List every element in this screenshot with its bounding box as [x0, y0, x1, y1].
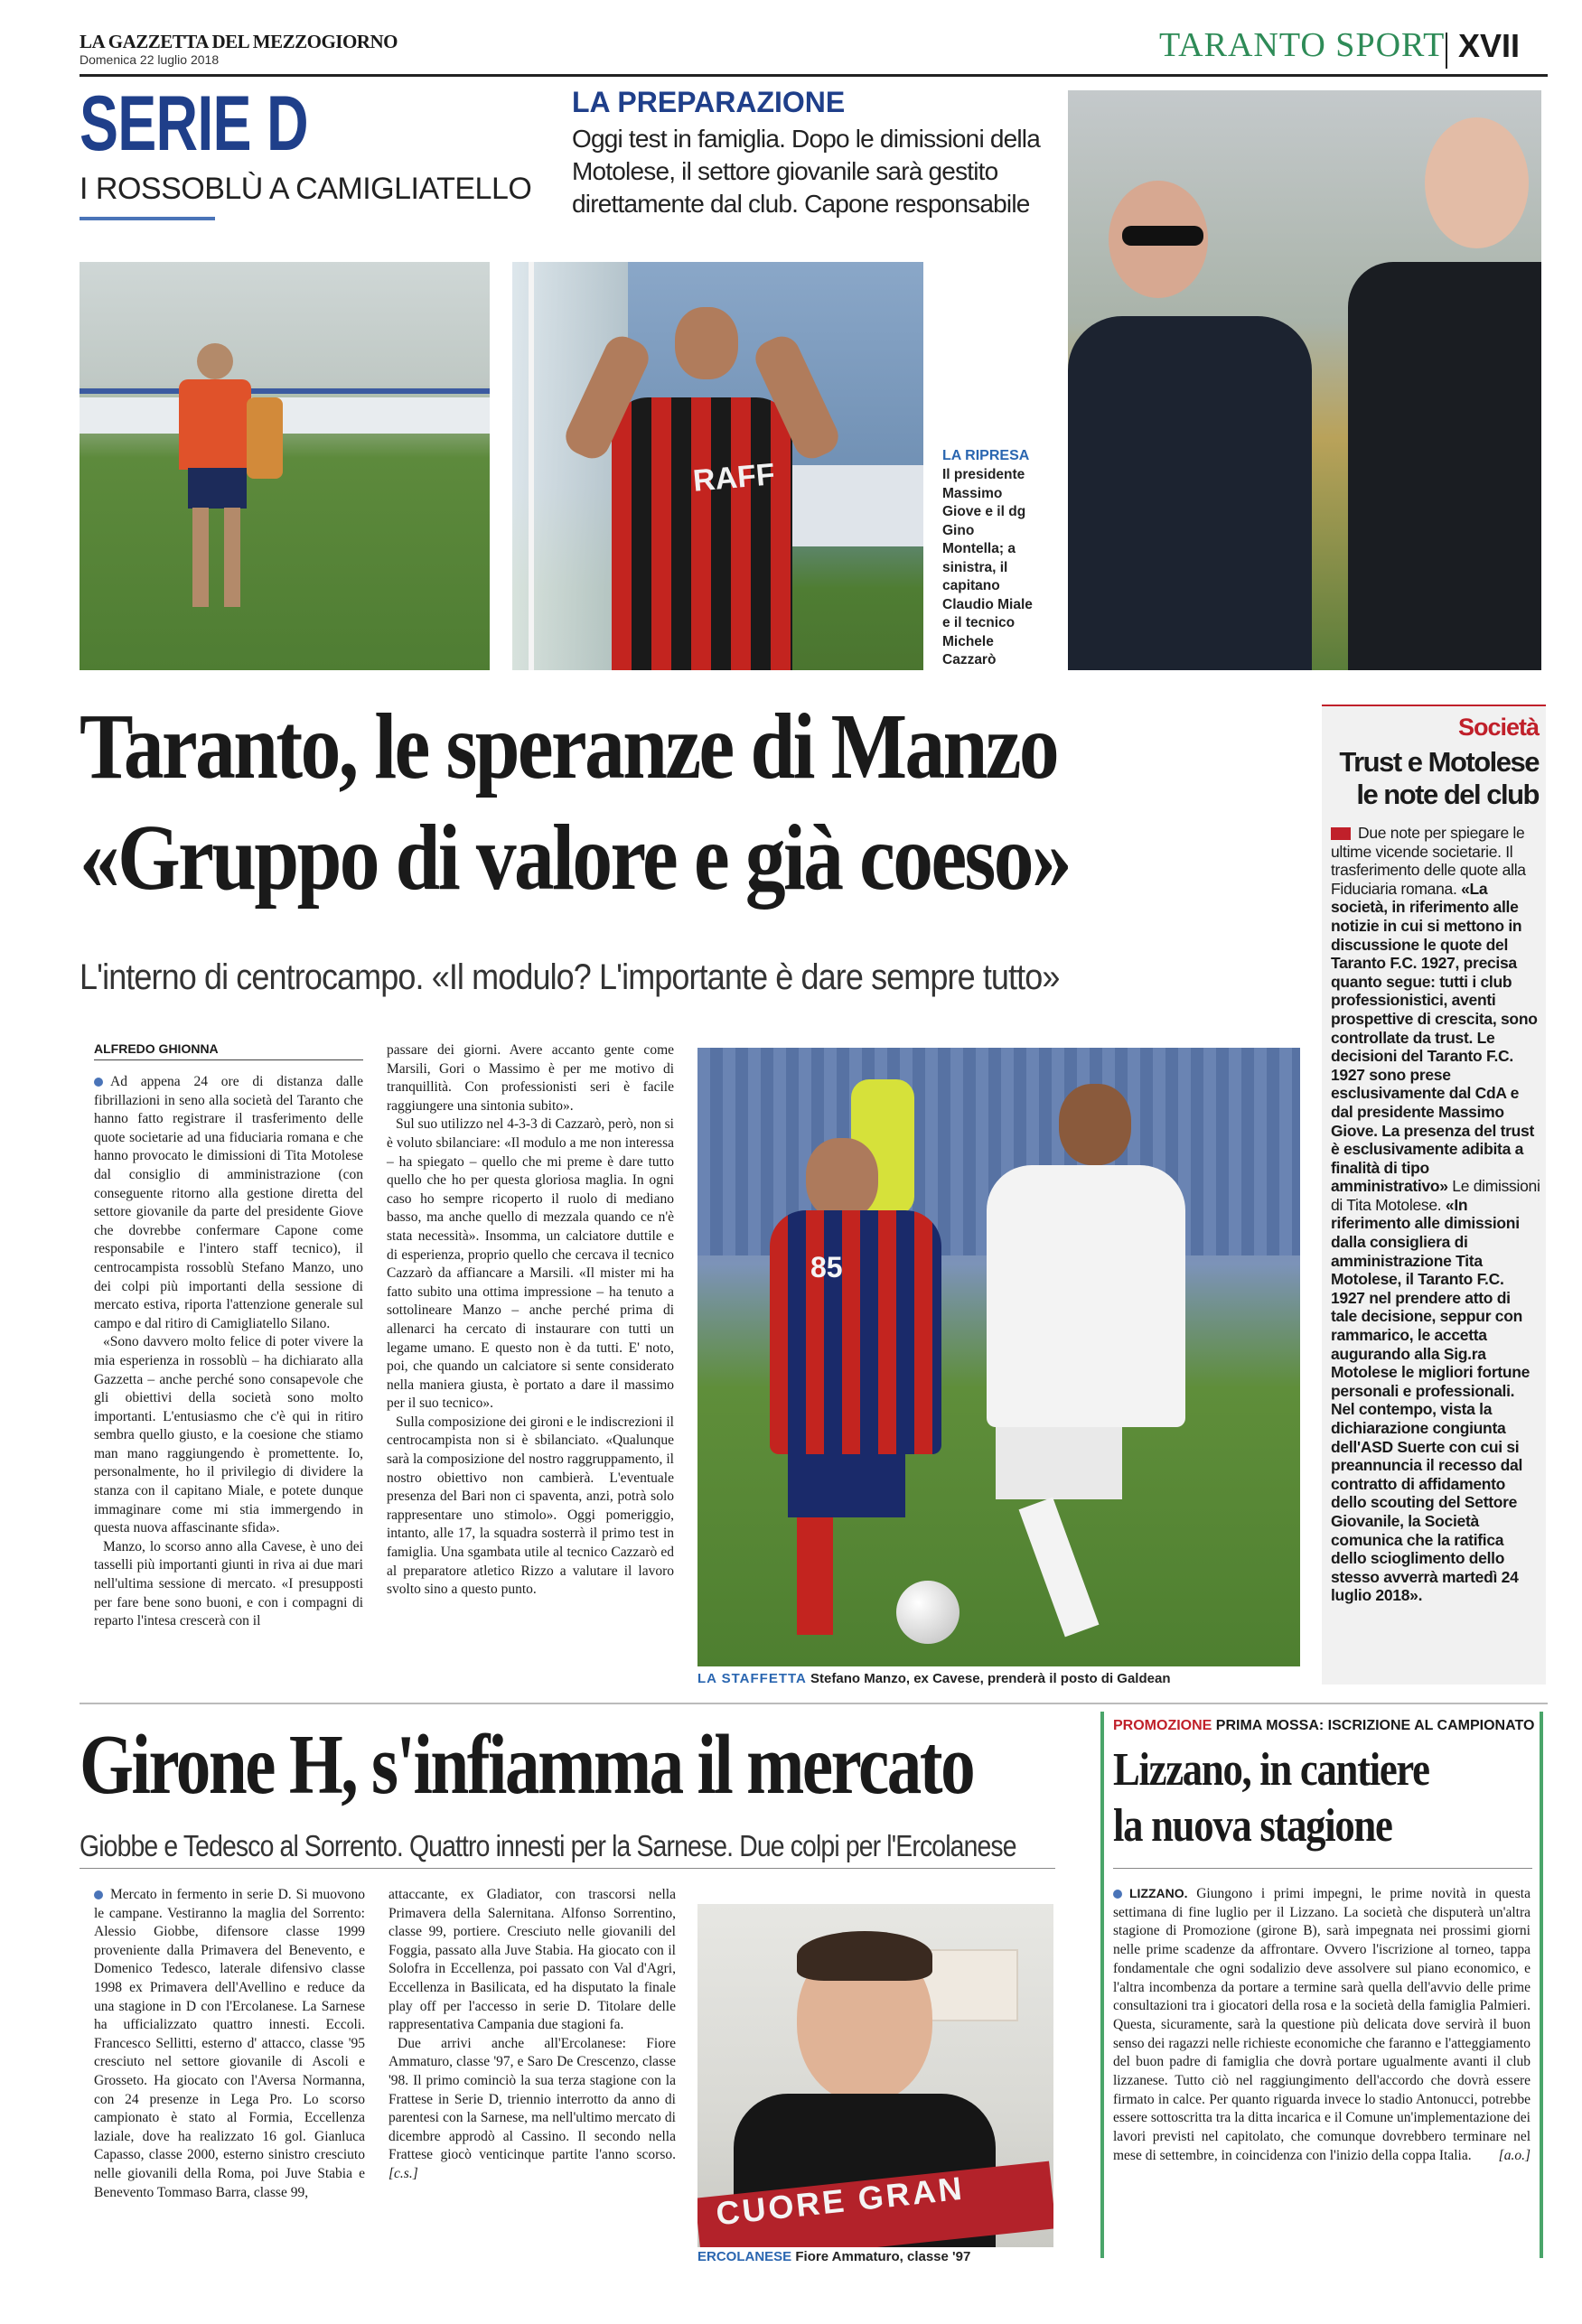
sidebar-quote: «In riferimento alle dimissioni dalla consigliera di amministrazione Tita Motolese, il Taranto F.C. 1927 nel prendere atto di tale decisione, seppur con rammarico, le accetta augurando alla Sig.ra Motolese le migliori fortune personali e professionali. Nel contempo, vista la dichiarazione congiunta dell'ASD Suerte con cui si preannuncia il recesso dal contratto di affidamento dello scouting del Settore Giovanile, la Società comunica che la ratifica dello scioglimento dello stesso avverrà martedì 24 luglio 2018».: [1331, 1195, 1531, 1605]
sidebar-text: [1331, 824, 1540, 1605]
caption-line: Michele: [942, 633, 994, 649]
byline-rule: [94, 1059, 363, 1060]
caption-text: Stefano Manzo, ex Cavese, prenderà il posto di Galdean: [810, 1671, 1171, 1686]
caption-line: Claudio Miale: [942, 596, 1033, 612]
lizzano-rule: [1113, 1868, 1532, 1869]
caption-line: Il presidente: [942, 467, 1025, 482]
article-paragraph: «Sono davvero molto felice di poter vivere la mia esperienza in rossoblù – ha dichiarato alla Gazzetta – anche perché sono consapevole che gli obiettivi della società sono molto importanti. L'entusiasmo che c'è qui in ritiro sembra quello giusto, e la coesione che stiamo man mano raggiungendo è promettente. Io, personalmente, ho il privilegio di dividere la stanza con il capitano Miale, e potete dunque immaginare come mi stia immergendo in questa nuova affascinante sfida».: [94, 1334, 363, 1536]
main-headline-line1: Taranto, le speranze di Manzo: [80, 695, 1058, 798]
red-square-icon: [1331, 827, 1351, 840]
article-column-2: [387, 1041, 674, 1600]
shirt-sponsor-text: RAFF: [691, 457, 777, 499]
masthead-divider: [1446, 33, 1447, 69]
article-paragraph: Mercato in fermento in serie D. Si muovono le campane. Vestiranno la maglia del Sorrento: Alessio Giobbe, difensore classe 1999 proveniente dalla Primavera del Benevento, e Domenico Tedesco, laterale difensivo classe 1998 ex Primavera dell'Avellino e reduce da una stagione in D con l'Ercolanese. La Sarnese ha ufficializzato quattro innesti. Eccoli. Francesco Sellitti, esterno d' attacco, classe '95 cresciuto nel settore giovanile di Ascoli e Grosseto. Ha giocato con l'Aversa Normanna, con 24 presenze in Lega Pro. Lo scorso campionato è stato al Formia, Eccellenza laziale, dove ha realizzato 16 gol. Gianluca Capasso, classe 2000, esterno sinistro cresciuto nelle giovanili della Roma, poi Juve Stabia e Benevento Tommaso Barra, classe 99,: [94, 1887, 365, 2200]
caption-text: Fiore Ammaturo, classe '97: [795, 2249, 971, 2264]
preparation-text: Oggi test in famiglia. Dopo le dimissioni della Motolese, il settore giovanile sarà gestito direttamente dal club. Capone responsabile: [572, 125, 1040, 218]
scarf-text: CUORE GRAN: [714, 2169, 967, 2233]
preparation-title: LA PREPARAZIONE: [572, 86, 846, 118]
page-number: XVII: [1458, 27, 1521, 64]
kicker-black: PRIMA MOSSA: ISCRIZIONE AL CAMPIONATO: [1215, 1718, 1535, 1733]
photo-captain: [512, 262, 923, 670]
photo-player-portrait: [697, 1904, 1053, 2247]
sidebar-title-line1: Trust e Motolese: [1339, 746, 1539, 778]
player-photo-caption: [697, 2249, 1053, 2264]
article-paragraph: attaccante, ex Gladiator, con trascorsi nella Primavera della Salernitana. Alfonso Sorrentino, classe 99, portiere. Cresciuto nelle giovanili del Foggia, passato alla Juve Stabia. Ha giocato con il Solofra in Eccellenza, poi passato con Val d'Agri, Eccellenza in Basilicata, ed ha disputato la finale play off per l'accesso in serie D. Titolare delle rappresentativa Campania due stagioni fa.: [388, 1887, 676, 2033]
caption-label: LA STAFFETTA: [697, 1671, 807, 1686]
sidebar-title-line2: le note del club: [1356, 779, 1539, 810]
sidebar-paragraph: Due note per spiegare le ultime vicende societarie. Il trasferimento delle quote alla Fiduciaria romana.: [1331, 824, 1526, 898]
lizzano-headline-line2: la nuova stagione: [1113, 1800, 1392, 1852]
caption-line: e il tecnico: [942, 615, 1016, 630]
article-paragraph: passare dei giorni. Avere accanto gente come Marsili, Gori o Massimo è per me motivo di tranquillità. Con professionisti seri è facile raggiungere una sintonia subito».: [387, 1042, 674, 1114]
section-subkicker: I ROSSOBLÙ A CAMIGLIATELLO: [80, 172, 532, 206]
article-paragraph: LIZZANO. Giungono i primi impegni, le prime novità in questa settimana di fine luglio per il Lizzano. La società che disputerà un'altra stagione di Promozione (girone B), sarà impegnata nei prossimi giorni nelle prime scadenze da affrontare. Ovvero l'iscrizione al torneo, tappa fondamentale che ogni sodalizio deve assolvere sul piano economico, e l'altra incombenza da portare a termine sarà quella dell'avvio delle prime consultazioni tra i giocatori della rosa e la società della famiglia Palmieri. Questa, sicuramente, sarà la questione più delicata dove servirà il buon senso dei ragazzi nelle richieste economiche che faranno e l'atteggiamento del buon padre di famiglia che dovrà portare ugualmente avanti il club lizzanese. Tutto ciò nel raggiungimento dell'accordo che dovrà essere firmato in calce. Per quanto riguarda invece lo stadio Antonucci, potrebbe essere sottoscritta tra la ditta incarica e il Comune un'implementazione dei lavori previsti nel capitolato, che comunque dovrebbero terminare nel mese di settembre, in coincidenza con l'inizio della coppa Italia. [a.o.]: [1113, 1884, 1531, 2166]
photo-caption-text: [942, 466, 1060, 670]
caption-line: Montella; a: [942, 541, 1016, 556]
match-photo-caption: [697, 1671, 1300, 1686]
article-column-1: [94, 1073, 363, 1631]
bullet-dot-icon: [94, 1890, 103, 1899]
girone-column-2: [388, 1886, 676, 2184]
lizzano-headline-line1: Lizzano, in cantiere: [1113, 1744, 1429, 1796]
section-kicker: SERIE D: [80, 80, 308, 167]
sidebar-kicker: Società: [1457, 714, 1539, 741]
photo-match-action: [697, 1048, 1300, 1666]
caption-label: ERCOLANESE: [697, 2249, 792, 2264]
article-paragraph: Ad appena 24 ore di distanza dalle fibrillazioni in seno alla società del Taranto che hanno fatto registrare il trasferimento delle quote societarie ad una fiduciaria romana e che hanno provocato le dimissioni di Tita Motolese dal consiglio di amministrazione (con conseguente ritorno alla gestione diretta del settore giovanile da parte del presidente Giove che dovrebbe confermare Capone come responsabile e l'intero staff tecnico), il centrocampista rossoblù Stefano Manzo, uno dei colpi più importanti della sessione di mercato estiva, riporta l'attenzione generale sul campo e dal ritiro di Camigliatello Silano.: [94, 1074, 363, 1331]
lizzano-text: [1113, 1884, 1531, 2166]
masthead-rule: [80, 74, 1548, 77]
caption-line: sinistra, il: [942, 559, 1008, 575]
main-subhead: L'interno di centrocampo. «Il modulo? L'importante è dare sempre tutto»: [80, 957, 1060, 997]
article-signature: [c.s.]: [388, 2165, 418, 2181]
caption-line: Giove e il dg: [942, 504, 1026, 519]
newspaper-name: LA GAZZETTA DEL MEZZOGIORNO: [80, 31, 398, 52]
sidebar-paragraph: Le dimissioni di Tita Motolese.: [1331, 1177, 1540, 1214]
photo-president-dg: [1068, 90, 1541, 670]
caption-line: Gino: [942, 522, 975, 538]
shirt-number: 85: [810, 1251, 843, 1283]
article-paragraph: Manzo, lo scorso anno alla Cavese, è uno dei tasselli più importanti giunti in riva ai due mari nell'ultima sessione di mercato. «I presupposti per fare bene sono buoni, e con i compagni di reparto l'intesa crescerà con il: [94, 1538, 363, 1629]
photo-caption-label: LA RIPRESA: [942, 448, 1030, 463]
girone-subhead: Giobbe e Tedesco al Sorrento. Quattro innesti per la Sarnese. Due colpi per l'Ercolanese: [80, 1829, 1016, 1862]
article-paragraph: Sulla composizione dei gironi e le indiscrezioni il centrocampista non si è sbilanciato. «Qualunque sarà la composizione del nostro raggruppamento, il nostro obiettivo non cambierà. L'eventuale presenza del Bari non ci spaventa, anzi, potrà solo rappresentare uno stimolo». Oggi pomeriggio, intanto, alle 17, la squadra sosterrà il primo test in famiglia. Una sgambata utile al tecnico Cazzarò ed al preparatore atletico Rizzo a valutare il lavoro svolto sino a questo punto.: [387, 1414, 674, 1598]
dateline: LIZZANO.: [1129, 1886, 1188, 1900]
article-signature: [a.o.]: [1498, 2147, 1531, 2163]
byline: ALFREDO GHIONNA: [94, 1041, 219, 1056]
caption-line: Cazzarò: [942, 652, 997, 667]
article-paragraph: Due arrivi anche all'Ercolanese: Fiore Ammaturo, classe '97, e Saro De Crescenzo, classe '98. Il primo cominciò la sua terza stagione con la Frattese in Serie D, triennio interrotto da anno di parentesi con la Sarnese, ma nell'ultimo mercato di dicembre approdò al Cassino. Il secondo nella Frattese giocò venticinque partite l'anno scorso. [c.s.]: [388, 2035, 676, 2181]
kicker-red: PROMOZIONE: [1113, 1718, 1212, 1733]
girone-column-1: [94, 1886, 365, 2202]
lizzano-kicker: [1113, 1718, 1534, 1734]
sidebar-quote: «La società, in riferimento alle notizie in cui si mettono in discussione le quote del Taranto F.C. 1927, precisa quanto segue: tutti i club professionistici, aventi prospettive di crescita, sono controllate da trust. Le decisioni del Taranto F.C. 1927 sono prese esclusivamente dal CdA e dal presidente Massimo Giove. La presenza del trust è esclusivamente adibita a finalità di tipo amministrativo»: [1331, 879, 1538, 1196]
bullet-dot-icon: [94, 1078, 103, 1087]
main-headline-line2: «Gruppo di valore e già coeso»: [80, 806, 1071, 910]
girone-headline: Girone H, s'infiamma il mercato: [80, 1718, 974, 1812]
caption-line: capitano: [942, 578, 1000, 593]
section-divider: [80, 1703, 1548, 1704]
girone-rule: [80, 1868, 1055, 1869]
section-name: TARANTO SPORT: [1159, 26, 1446, 64]
issue-date: Domenica 22 luglio 2018: [80, 52, 220, 67]
kicker-underline: [80, 217, 215, 220]
bullet-dot-icon: [1113, 1890, 1122, 1899]
caption-line: Massimo: [942, 485, 1003, 501]
article-paragraph: Sul suo utilizzo nel 4-3-3 di Cazzarò, però, non si è voluto sbilanciare: «Il modulo a me non interessa – ha spiegato – quello che mi preme è dare tutto quello che ho per questa gloriosa maglia. In ogni caso ho sempre ricoperto il ruolo di mediano basso, ma anche quello di mezzala quando ce n'è stata necessità». Insomma, un calciatore duttile e di esperienza, proprio quello che cercava il tecnico Cazzarò da affiancare a Marsili. «Il mister mi ha fatto subito una ottima impressione – ha tenuto a sottolineare Manzo – anche perché prima di allenarci ha cercato di instaurare con tutti un legame umano. E questo non è da tutti. E' noto, poi, che quando un calciatore si sente considerato nella maniera giusta, è portato a dare il massimo per il suo tecnico».: [387, 1116, 674, 1412]
photo-training-coach: [80, 262, 490, 670]
